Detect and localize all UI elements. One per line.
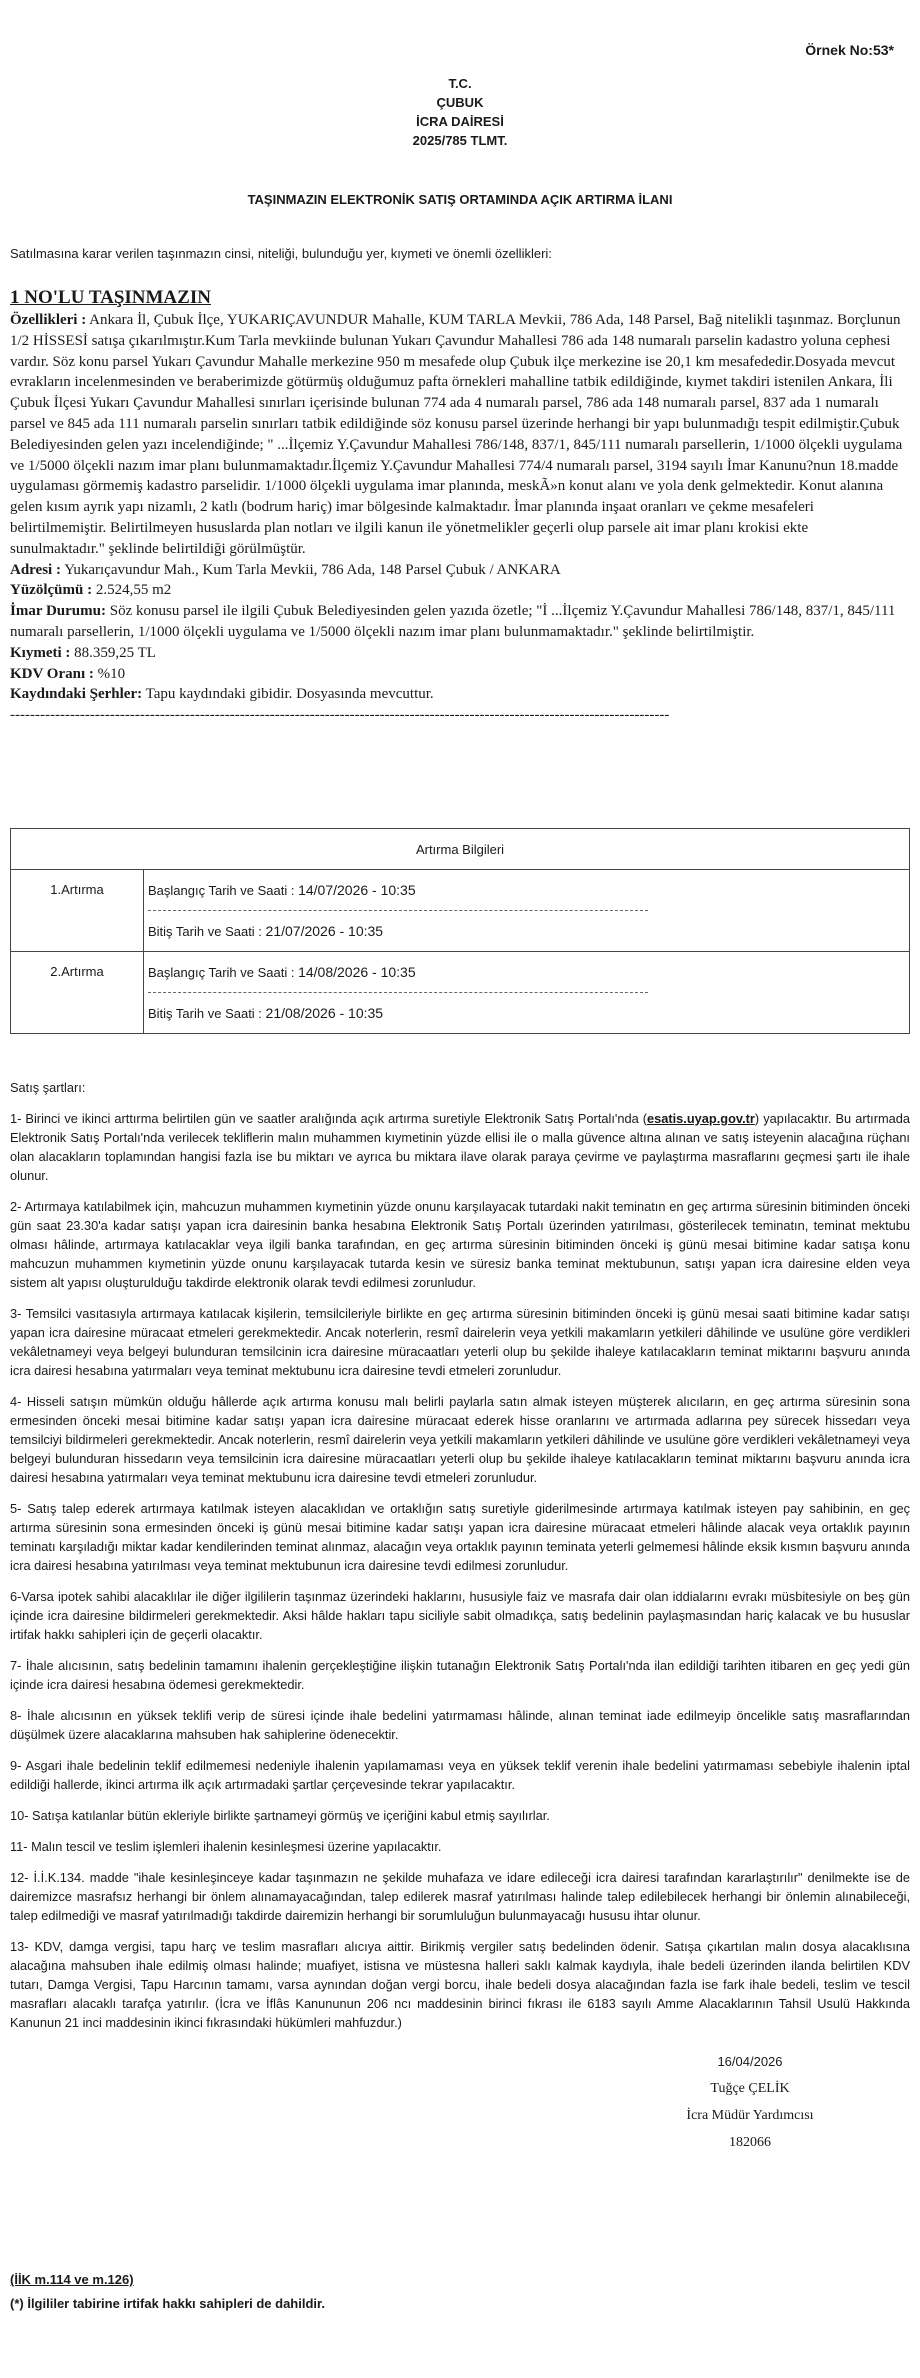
auction-row-1 [11,870,910,952]
property-area [10,580,906,601]
term-1-text: 1- Birinci ve ikinci arttırma belirtilen gün ve saatler aralığında açık artırma suretiyle Elektronik Satış Portalı'nda ( [10,1111,647,1126]
term-6: 6-Varsa ipotek sahibi alacaklılar ile diğer ilgililerin taşınmaz üzerindeki haklarını, hususiyle faiz ve masrafa dair olan iddialarını evrakı müsbitesiyle on beş gün içinde icra dairesine bildirmeleri gerekmektedir. Aksi hâlde hakları tapu siciliyle sabit olmadıkça, satış bedelinin paylaşmasından hariç kalacak ve bu hususlar irtifak hakkı sahipleri için de geçerli olacaktır. [10,1589,910,1642]
vat-text: %10 [97,665,126,682]
start-label: Başlangıç Tarih ve Saati : [148,965,295,980]
property-features [10,310,906,560]
start-value: 14/08/2026 - 10:35 [298,964,416,980]
property-zoning [10,601,906,643]
term-1 [10,1109,910,1185]
property-vat [10,664,906,685]
end-label: Bitiş Tarih ve Saati : [148,1006,262,1021]
auction-dates [144,952,910,1034]
signature-date: 16/04/2026 [717,2054,783,2069]
auction-table [10,828,910,1034]
start-label: Başlangıç Tarih ve Saati : [148,883,295,898]
property-section [10,286,906,726]
end-value: 21/07/2026 - 10:35 [265,923,384,939]
header-line-file-no: 2025/785 TLMT. [412,133,508,148]
area-text: 2.524,55 m2 [95,582,172,599]
footer-notes [10,2268,325,2316]
records-label: Kaydındaki Şerhler: [10,686,143,703]
value-text: 88.359,25 TL [74,644,156,661]
signatory-name: Tuğçe ÇELİK [710,2081,790,2096]
end-datetime [148,993,905,1033]
header-line-district: ÇUBUK [436,95,484,110]
term-5: 5- Satış talep ederek artırmaya katılmak isteyen alacaklıdan ve ortaklığın satış suretiyle giderilmesinde artırmaya katılmak isteyen pay sahibinin, en geç artırma süresinin sona ermesinden önceki iş günü mesai bitimine kadar satışı yapan icra dairesine müracaat etmeleri hâlinde alacak veya ortaklık payının teminatı karşıladığı miktar kadar kendilerinden teminat alınmaz, alacağın veya ortaklık payının teminata yeterli gelmemesi hâlinde eksik kısmın başvuru anında icra dairesi hesabına yatırılması veya teminat mektubunun icra dairesine tevdi edilmesi zorunludur. [10,1501,910,1573]
start-value: 14/07/2026 - 10:35 [298,882,416,898]
footnote: (*) İlgililer tabirine irtifak hakkı sahipleri de dahildir. [10,2296,325,2311]
sample-number: Örnek No:53* [805,42,894,58]
term-10: 10- Satışa katılanlar bütün ekleriyle birlikte şartnameyi görmüş ve içeriğini kabul etmiş sayılırlar. [10,1808,550,1823]
records-text: Tapu kaydındaki gibidir. Dosyasında mevcuttur. [145,686,434,703]
court-header [0,74,920,150]
property-records [10,684,906,705]
auction-dates [144,870,910,952]
intro-text: Satılmasına karar verilen taşınmazın cinsi, niteliği, bulunduğu yer, kıymeti ve önemli özellikleri: [10,246,552,261]
start-datetime [148,870,905,910]
auction-row-2 [11,952,910,1034]
start-datetime [148,952,905,992]
term-9: 9- Asgari ihale bedelinin teklif edilmemesi nedeniyle ihalenin yapılamaması veya en yüksek teklif verenin ihale bedelini yatırmaması sebebiyle ihalenin iptal edildiği hallerde, ikinci artırma ilk açık artırmadaki şartlar çerçevesinde tekrar yapılacaktır. [10,1758,910,1792]
address-label: Adresi : [10,561,61,578]
esatis-portal-link[interactable]: esatis.uyap.gov.tr [647,1111,755,1126]
address-text: Yukarıçavundur Mah., Kum Tarla Mevkii, 786 Ada, 148 Parsel Çubuk / ANKARA [64,561,561,578]
value-label: Kıymeti : [10,644,71,661]
features-text: Ankara İl, Çubuk İlçe, YUKARIÇAVUNDUR Mahalle, KUM TARLA Mevkii, 786 Ada, 148 Parsel, Bağ nitelikli taşınmaz. Borçlunun 1/2 HİSSESİ satışa çıkarılmıştır.Kum Tarla mevkiinde bulunan Yukarı Çavundur Mahallesi 786 ada 148 numaralı parselin kadastro yoluna cephesi vardır. Söz konu parsel Yukarı Çavundur Mahalle merkezine 950 m mesafede olup Çubuk ilçe merkezine ise 20,1 km mesafededir.Dosyada mevcut evrakların incelenmesinden ve beraberimizde götürmüş olduğumuz pafta örnekleri mahalline tatbik edildiğinde, kıymet takdiri istenilen Ankara, İli Çubuk İlçesi Yukarı Çavundur Mahallesi sınırları içerisinde bulunan 774 ada 4 numaralı parsel, 786 ada 148 numaralı parsel, 837 ada 1 numaralı parsel ve 845 ada 111 numaralı parselin sınırları tatbik edildiğinde söz konusu parsel üzerinde herhangi bir yapı bulunmadığı tespit edilmiştir.Çubuk Belediyesinden gelen yazı incelendiğinde; " ...İlçemiz Y.Çavundur Mahallesi 786/148, 837/1, 845/111 numaralı parsellerin, 1/1000 ölçekli uygulama ve 1/5000 ölçekli nazım imar planı bulunmamaktadır.İlçemiz Y.Çavundur Mahallesi 774/4 numaralı parsel, 3194 sayılı İmar Kanunu?nun 18.madde uygulaması görmemiş kadastro parselidir. 1/1000 ölçekli uygulama imar planında, meskÃ»n konut alanı ve yola denk gelmektedir. Konut alanına gelen kısım ayrık yapı nizamlı, 2 katlı (bodrum hariç) imar bölgesinde kalmaktadır. İmar planında inşaat oranları ve çekme mesafeleri belirtilmemiştir. Belirtilmeyen hususlarda plan notları ve ilgili kanun ile yönetmelikler geçerli olup parsele ait imar planı krokisi ekte sunulmaktadır." şeklinde belirtildiği görülmüştür. [10,312,903,557]
term-11: 11- Malın tescil ve teslim işlemleri ihalenin kesinleşmesi üzerine yapılacaktır. [10,1839,442,1854]
auction-round-label: 2.Artırma [11,952,144,1034]
zoning-label: İmar Durumu: [10,603,106,620]
term-1-text-end: ) yapılacaktır. Bu artırmada Elektronik Satış Portalı'nda verilecek tekliflerin malın muhammen kıymetinin yüzde ellisi ile o malla güvence altına alınan ve satış isteyenin alacağına rüçhanı olan alacakların toplamından hangisi fazla ise bu miktarı ve ayrıca bu miktara ilave olarak paraya çevirme ve paylaştırma masraflarını geçmesi şartı ile ihale olunur. [10,1111,910,1183]
section-divider: ------------------------------------------------------------------------------------------------------------------------------------ [10,707,670,724]
end-value: 21/08/2026 - 10:35 [265,1005,384,1021]
property-address [10,560,906,581]
signature-block [600,2048,900,2156]
area-label: Yüzölçümü : [10,582,93,599]
zoning-text: Söz konusu parsel ile ilgili Çubuk Belediyesinden gelen yazıda özetle; "İ ...İlçemiz Y.Çavundur Mahallesi 786/148, 837/1, 845/111 numaralı parsellerin, 1/1000 ölçekli uygulama ve 1/5000 ölçekli nazım imar planı bulunmamaktadır." şeklinde belirtilmiştir. [10,603,896,640]
term-3: 3- Temsilci vasıtasıyla artırmaya katılacak kişilerin, temsilcileriyle birlikte en geç artırma süresinin bitiminden önceki iş günü mesai saati bitimine kadar satışı yapan icra dairesine müracaat etmeleri gerekmektedir. Ancak noterlerin, resmî dairelerin veya yetkili makamların yetkileri dâhilinde ve usulüne göre verdikleri vekâletnameyi veya belgeyi bulunduran temsilcinin icra dairesine müracaatları yeterli olup bu şekilde ihaleye katılacakların teminat miktarını başvuru anında icra dairesi hesabına yatırmaları veya teminat mektubunu icra dairesine tevdi etmeleri zorunludur. [10,1306,910,1378]
term-4: 4- Hisseli satışın mümkün olduğu hâllerde açık artırma konusu malı belirli paylarla satın almak isteyen müşterek alıcıların, en geç artırma süresinin sona ermesinden önceki mesai bitimine kadar satışı yapan icra dairesine müracaat ederek hisse oranlarını ve artırmada adlarına pey sürecek hissedarı veya temsilciyi bildirmeleri gerekmektedir. Ancak noterlerin, resmî dairelerin veya yetkili makamların yetkileri dâhilinde ve usulüne göre verdikleri vekâletnameyi veya belgeyi bulunduran hissedarın veya temsilcinin icra dairesine müracaatları yeterli olup bu şekilde ihaleye katılacakların teminat miktarını başvuru anında icra dairesi hesabına yatırmaları veya teminat mektubunu icra dairesine tevdi etmeleri zorunludur. [10,1394,910,1485]
header-line-office: İCRA DAİRESİ [416,114,504,129]
terms-heading: Satış şartları: [10,1080,86,1095]
end-label: Bitiş Tarih ve Saati : [148,924,262,939]
vat-label: KDV Oranı : [10,665,94,682]
sale-terms [10,1078,910,2044]
auction-round-label: 1.Artırma [11,870,144,952]
header-line-tc: T.C. [448,76,472,91]
property-heading: 1 NO'LU TAŞINMAZIN [10,287,211,308]
end-datetime [148,911,905,951]
term-12: 12- İ.İ.K.134. madde "ihale kesinleşinceye kadar taşınmazın ne şekilde muhafaza ve idare edileceği icra dairesi tarafından kararlaştırılır" denilmekte ise de dairemizce masrafsız herhangi bir önlem alınamayacağından, talep edilerek masraf yatırılması halinde talep edilebilecek herhangi bir önlemin alınabileceği, talep edilmediği ve masraf yatırılmadığı takdirde dairemizin herhangi bir sorumluluğun bulunmayacağı hususu ihtar olunur. [10,1870,910,1923]
signatory-number: 182066 [729,2135,771,2150]
notice-title: TAŞINMAZIN ELEKTRONİK SATIŞ ORTAMINDA AÇIK ARTIRMA İLANI [247,192,673,207]
property-value [10,643,906,664]
signatory-title: İcra Müdür Yardımcısı [686,2108,814,2123]
auction-table-header: Artırma Bilgileri [11,829,910,870]
features-label: Özellikleri : [10,312,87,328]
term-7: 7- İhale alıcısının, satış bedelinin tamamını ihalenin gerçekleştiğine ilişkin tutanağın Elektronik Satış Portalı'nda ilan edildiği tarihten itibaren en geç yedi gün içinde icra dairesi hesabına ödemesi gerekmektedir. [10,1658,910,1692]
law-reference: (İİK m.114 ve m.126) [10,2272,134,2287]
term-8: 8- İhale alıcısının en yüksek teklifi verip de süresi içinde ihale bedelini yatırmaması hâlinde, alınan teminat iade edilmeyip öncelikle satış masraflarından düşülmek üzere alacaklarına mahsuben hak sahiplerine ödenecektir. [10,1708,910,1742]
term-2: 2- Artırmaya katılabilmek için, mahcuzun muhammen kıymetinin yüzde onunu karşılayacak tutardaki nakit teminatın en geç artırma süresinin bitiminden önceki gün saat 23.30'a kadar satışı yapan icra dairesinin banka hesabına Elektronik Satış Portalı üzerinden yatırılması, gösterilecek teminatın, teminat mektubu olması hâlinde, artırmaya katılacaklar veya ilgili banka tarafından, en geç artırma süresinin bitiminden önceki iş günü mesai bitimine kadar satışa konu mahcuzun muhammen kıymetinin yüzde onunu karşılayacak tutarda kesin ve süresiz banka teminat mektubunun, satışı yapan icra dairesine elden veya sistem alt yapısı oluşturulduğu takdirde elektronik olarak tevdi edilmesi zorunludur. [10,1199,910,1290]
term-13: 13- KDV, damga vergisi, tapu harç ve teslim masrafları alıcıya aittir. Birikmiş vergiler satış bedelinden ödenir. Satışa çıkartılan malın dosya alacaklısına alacağına mahsuben ihale edilmiş olması halinde; muafiyet, istisna ve müstesna halleri saklı kalmak kaydıyla, ihale bedeli üzerinden ilanda belirtilen KDV tutarı, Damga Vergisi, Tapu Harcının tamamı, varsa aynından doğan vergi borcu, ihale bedeli dosya alacağından fazla ise fark ihale bedeli, teslim ve tescil masrafları alacaklı tarafça yatırılır. (İcra ve İflâs Kanununun 206 ncı maddesinin birinci fıkrası ile 6183 sayılı Amme Alacaklarının Tahsil Usulü Hakkında Kanunun 21 inci maddesinin ikinci fıkrasındaki hükümleri mahfuzdur.) [10,1939,910,2030]
